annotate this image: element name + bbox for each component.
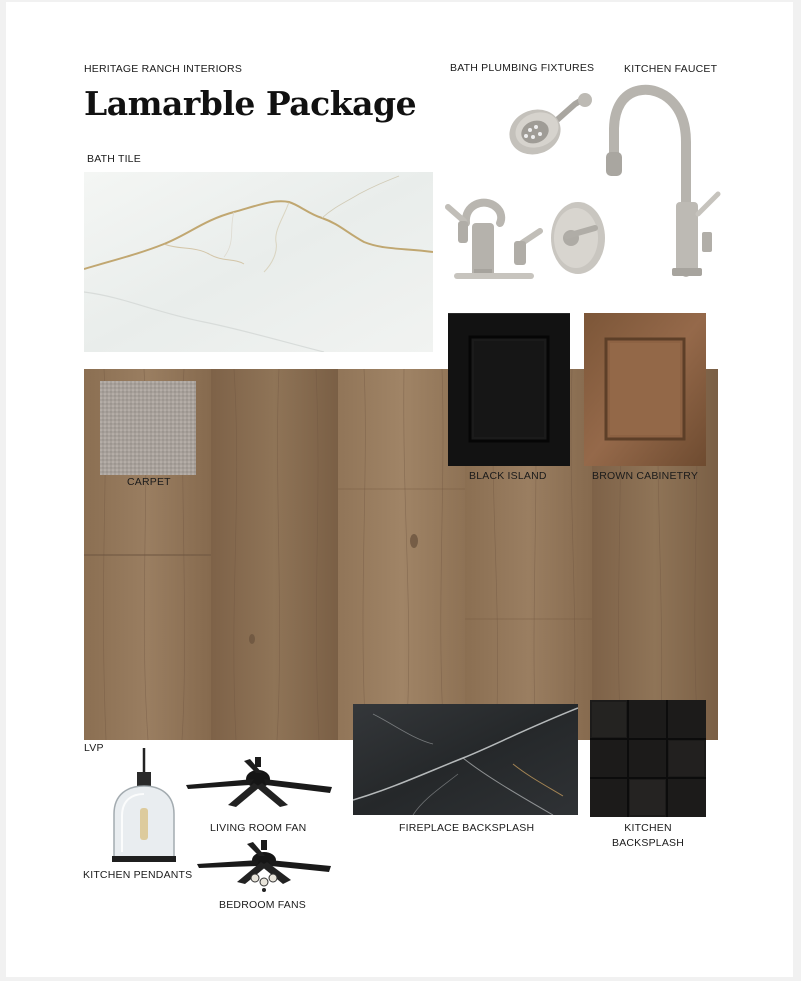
shower-head-image	[505, 92, 593, 164]
bath-tile-swatch	[84, 172, 433, 352]
kitchen-backsplash-label-2: BACKSPLASH	[611, 837, 685, 849]
fireplace-backsplash-label: FIREPLACE BACKSPLASH	[399, 822, 535, 834]
company-name: HERITAGE RANCH INTERIORS	[84, 63, 243, 75]
bedroom-fan-image	[195, 840, 333, 896]
kitchen-pendant-image	[106, 748, 182, 864]
brown-cabinetry-swatch	[584, 313, 706, 466]
living-room-fan-label: LIVING ROOM FAN	[210, 822, 307, 834]
brown-cabinetry-label: BROWN CABINETRY	[592, 470, 699, 482]
fireplace-backsplash-swatch	[353, 704, 578, 815]
bath-plumbing-label: BATH PLUMBING FIXTURES	[450, 62, 595, 74]
living-room-fan-image	[184, 757, 336, 809]
shower-valve-image	[549, 200, 607, 276]
kitchen-faucet-label: KITCHEN FAUCET	[624, 63, 718, 75]
bath-faucet-image	[444, 193, 544, 281]
bath-tile-label: BATH TILE	[87, 153, 141, 165]
kitchen-pendants-label: KITCHEN PENDANTS	[83, 869, 193, 881]
package-title: Lamarble Package	[84, 84, 417, 123]
lvp-label: LVP	[84, 742, 104, 754]
kitchen-backsplash-label-1: KITCHEN	[624, 822, 672, 834]
black-island-label: BLACK ISLAND	[469, 470, 547, 482]
bedroom-fans-label: BEDROOM FANS	[219, 899, 306, 911]
carpet-swatch	[100, 381, 196, 475]
kitchen-faucet-image	[600, 82, 725, 278]
kitchen-backsplash-swatch	[590, 700, 706, 817]
black-island-swatch	[448, 313, 570, 466]
carpet-label: CARPET	[127, 476, 171, 488]
